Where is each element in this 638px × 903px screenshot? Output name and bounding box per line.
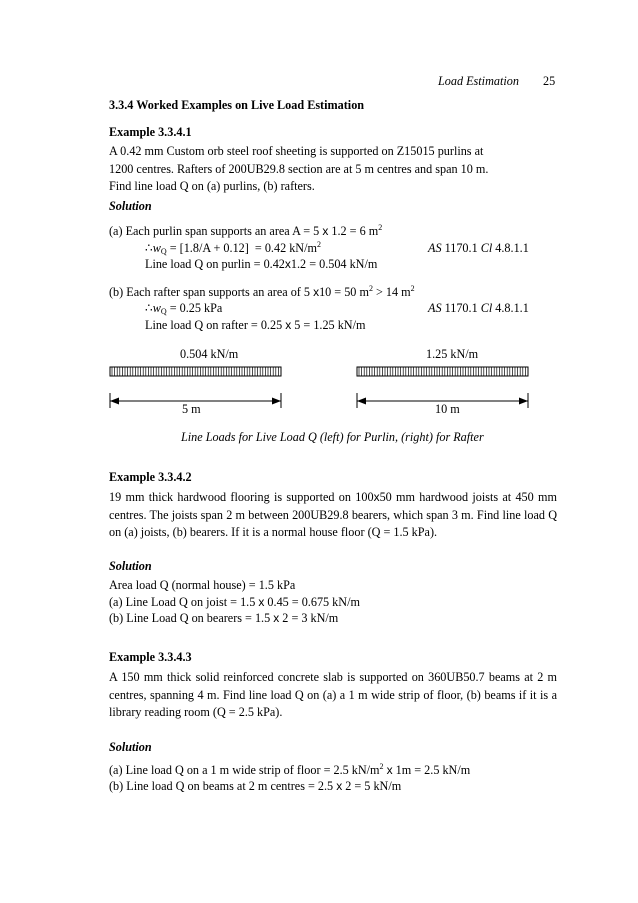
section-title: 3.3.4 Worked Examples on Live Load Estimation <box>109 98 365 112</box>
ex2-line1: Area load Q (normal house) = 1.5 kPa <box>109 578 296 592</box>
ex1-b-line2: $\therefore w_Q = 0.25$ kPa <box>145 301 223 316</box>
example-3-text: A 150 mm thick solid reinforced concrete slab is supported on 360UB50.7 beams at 2 m centres, spanning 4 m. Find line load Q on (a) a 1 m wide strip of floor, (b) beams if it is a library reading room (Q = 2.5 kPa). <box>109 670 557 719</box>
example-2-solution-heading: Solution <box>109 559 152 573</box>
ex2-line2: (a) Line Load Q on joist = 1.5 x 0.45 = 0.675 kN/m <box>109 595 360 609</box>
ex3-line2: (b) Line load Q on beams at 2 m centres = 2.5 x 2 = 5 kN/m <box>109 779 402 793</box>
ex1-b-line1: (b) Each rafter span supports an area of 5 x10 = 50 $m^2 > 14$ $m^2$ <box>109 284 415 299</box>
ex1-a-line3: Line load Q on purlin = 0.42x1.2 = 0.504 kN/m <box>145 257 378 271</box>
example-2-text: 19 mm thick hardwood flooring is supported on 100x50 mm hardwood joists at 450 mm centres. The joists span 2 m between 200UB29.8 bearers, which span 3 m. Find line load Q on (a) joists, (b) bearers. If it is a normal house floor (Q = 1.5 kPa). <box>109 490 557 539</box>
ex1-b-reference: AS 1170.1 Cl 4.8.1.1 <box>428 301 529 315</box>
left-dim-arrow-end <box>272 398 281 405</box>
right-load-label: 1.25 kN/m <box>426 347 479 361</box>
ex1-a-line2: $\therefore w_Q = [1.8/A + 0.12] = 0.42$ $kN/m^2$ <box>145 240 321 256</box>
right-dim-arrow-end <box>519 398 528 405</box>
page-number: 25 <box>543 74 556 88</box>
example-2-title: Example 3.3.4.2 <box>109 470 192 484</box>
ex3-line1: (a) Line load Q on a 1 m wide strip of floor = 2.5 $kN/m^2$ x 1m = 2.5 kN/m <box>109 762 471 777</box>
example-1-title: Example 3.3.4.1 <box>109 125 192 139</box>
right-span-label: 10 m <box>435 402 460 416</box>
example-1-text: A 0.42 mm Custom orb steel roof sheeting is supported on Z15015 purlins at 1200 centres. Rafters of 200UB29.8 section are at 5 m centres and span 10 m. Find line load Q on (a) purlins, (b) rafters. <box>109 144 489 193</box>
example-1-solution-heading: Solution <box>109 199 152 213</box>
ex1-a-reference: AS 1170.1 Cl 4.8.1.1 <box>428 241 529 255</box>
running-title: Load Estimation <box>438 74 519 88</box>
right-dim-arrow-start <box>357 398 366 405</box>
ex1-b-line3: Line load Q on rafter = 0.25 x 5 = 1.25 kN/m <box>145 318 366 332</box>
example-3-solution-heading: Solution <box>109 740 152 754</box>
ex2-line3: (b) Line Load Q on bearers = 1.5 x 2 = 3 kN/m <box>109 611 339 625</box>
ex1-a-line1: (a) Each purlin span supports an area A = 5 x 1.2 = 6 $m^2$ <box>109 223 383 238</box>
left-dim-arrow-start <box>110 398 119 405</box>
figure-caption: Line Loads for Live Load Q (left) for Purlin, (right) for Rafter <box>181 430 484 444</box>
left-load-label: 0.504 kN/m <box>180 347 239 361</box>
example-3-title: Example 3.3.4.3 <box>109 650 192 664</box>
left-span-label: 5 m <box>182 402 201 416</box>
